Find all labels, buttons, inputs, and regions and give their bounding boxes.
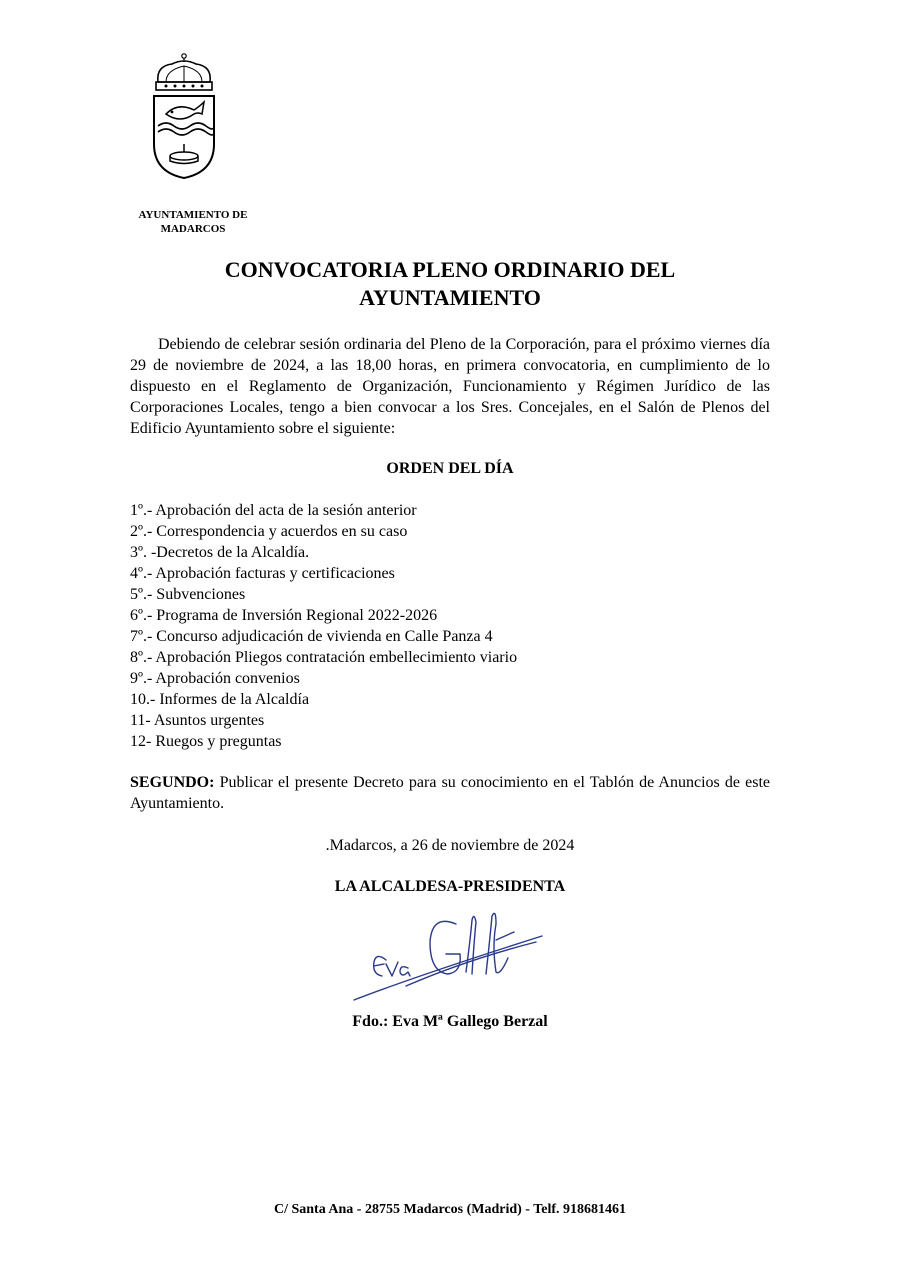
document-title-line1: CONVOCATORIA PLENO ORDINARIO DEL <box>224 257 676 282</box>
agenda-item: 5º.- Subvenciones <box>130 586 246 603</box>
intro-paragraph: Debiendo de celebrar sesión ordinaria del Pleno de la Corporación, para el próximo viernes día 29 de noviembre de 2024, a las 18,00 horas, en primera convocatoria, en cumplimiento de lo dispuesto en el Reglamento de Organización, Funcionamiento y Régimen Jurídico de las Corporaciones Locales, tengo a bien convocar a los Sres. Concejales, en el Salón de Plenos del Edificio Ayuntamiento sobre el siguiente: <box>130 336 770 437</box>
agenda-item: 12- Ruegos y preguntas <box>130 733 282 750</box>
organization-name-line1: AYUNTAMIENTO DE <box>138 209 248 221</box>
organization-name <box>118 208 268 236</box>
segundo-paragraph <box>130 772 770 814</box>
document-title <box>130 256 770 312</box>
signing-date: .Madarcos, a 26 de noviembre de 2024 <box>325 837 575 854</box>
agenda-item: 9º.- Aprobación convenios <box>130 670 300 687</box>
signed-by: Fdo.: Eva Mª Gallego Berzal <box>352 1013 548 1030</box>
agenda-item: 7º.- Concurso adjudicación de vivienda en Calle Panza 4 <box>130 628 493 645</box>
agenda-item: 10.- Informes de la Alcaldía <box>130 691 310 708</box>
agenda-item: 3º. -Decretos de la Alcaldía. <box>130 544 310 561</box>
organization-name-line2: MADARCOS <box>160 223 226 235</box>
handwritten-signature-icon <box>346 902 546 1012</box>
agenda-item: 4º.- Aprobación facturas y certificaciones <box>130 565 395 582</box>
segundo-label: SEGUNDO: <box>130 774 215 791</box>
agenda-item: 6º.- Programa de Inversión Regional 2022-2026 <box>130 607 438 624</box>
agenda-heading: ORDEN DEL DÍA <box>386 460 514 477</box>
segundo-text: Publicar el presente Decreto para su conocimiento en el Tablón de Anuncios de este Ayuntamiento. <box>130 774 770 812</box>
document-title-line2: AYUNTAMIENTO <box>359 285 541 310</box>
footer-address: C/ Santa Ana - 28755 Madarcos (Madrid) - Telf. 918681461 <box>273 1202 627 1217</box>
agenda-item: 11- Asuntos urgentes <box>130 712 265 729</box>
agenda-item: 2º.- Correspondencia y acuerdos en su caso <box>130 523 408 540</box>
agenda-item: 1º.- Aprobación del acta de la sesión anterior <box>130 502 417 519</box>
municipal-crest-icon <box>148 52 220 180</box>
agenda-list <box>130 500 770 752</box>
agenda-item: 8º.- Aprobación Pliegos contratación embellecimiento viario <box>130 649 518 666</box>
signer-role: LA ALCALDESA-PRESIDENTA <box>334 878 566 895</box>
